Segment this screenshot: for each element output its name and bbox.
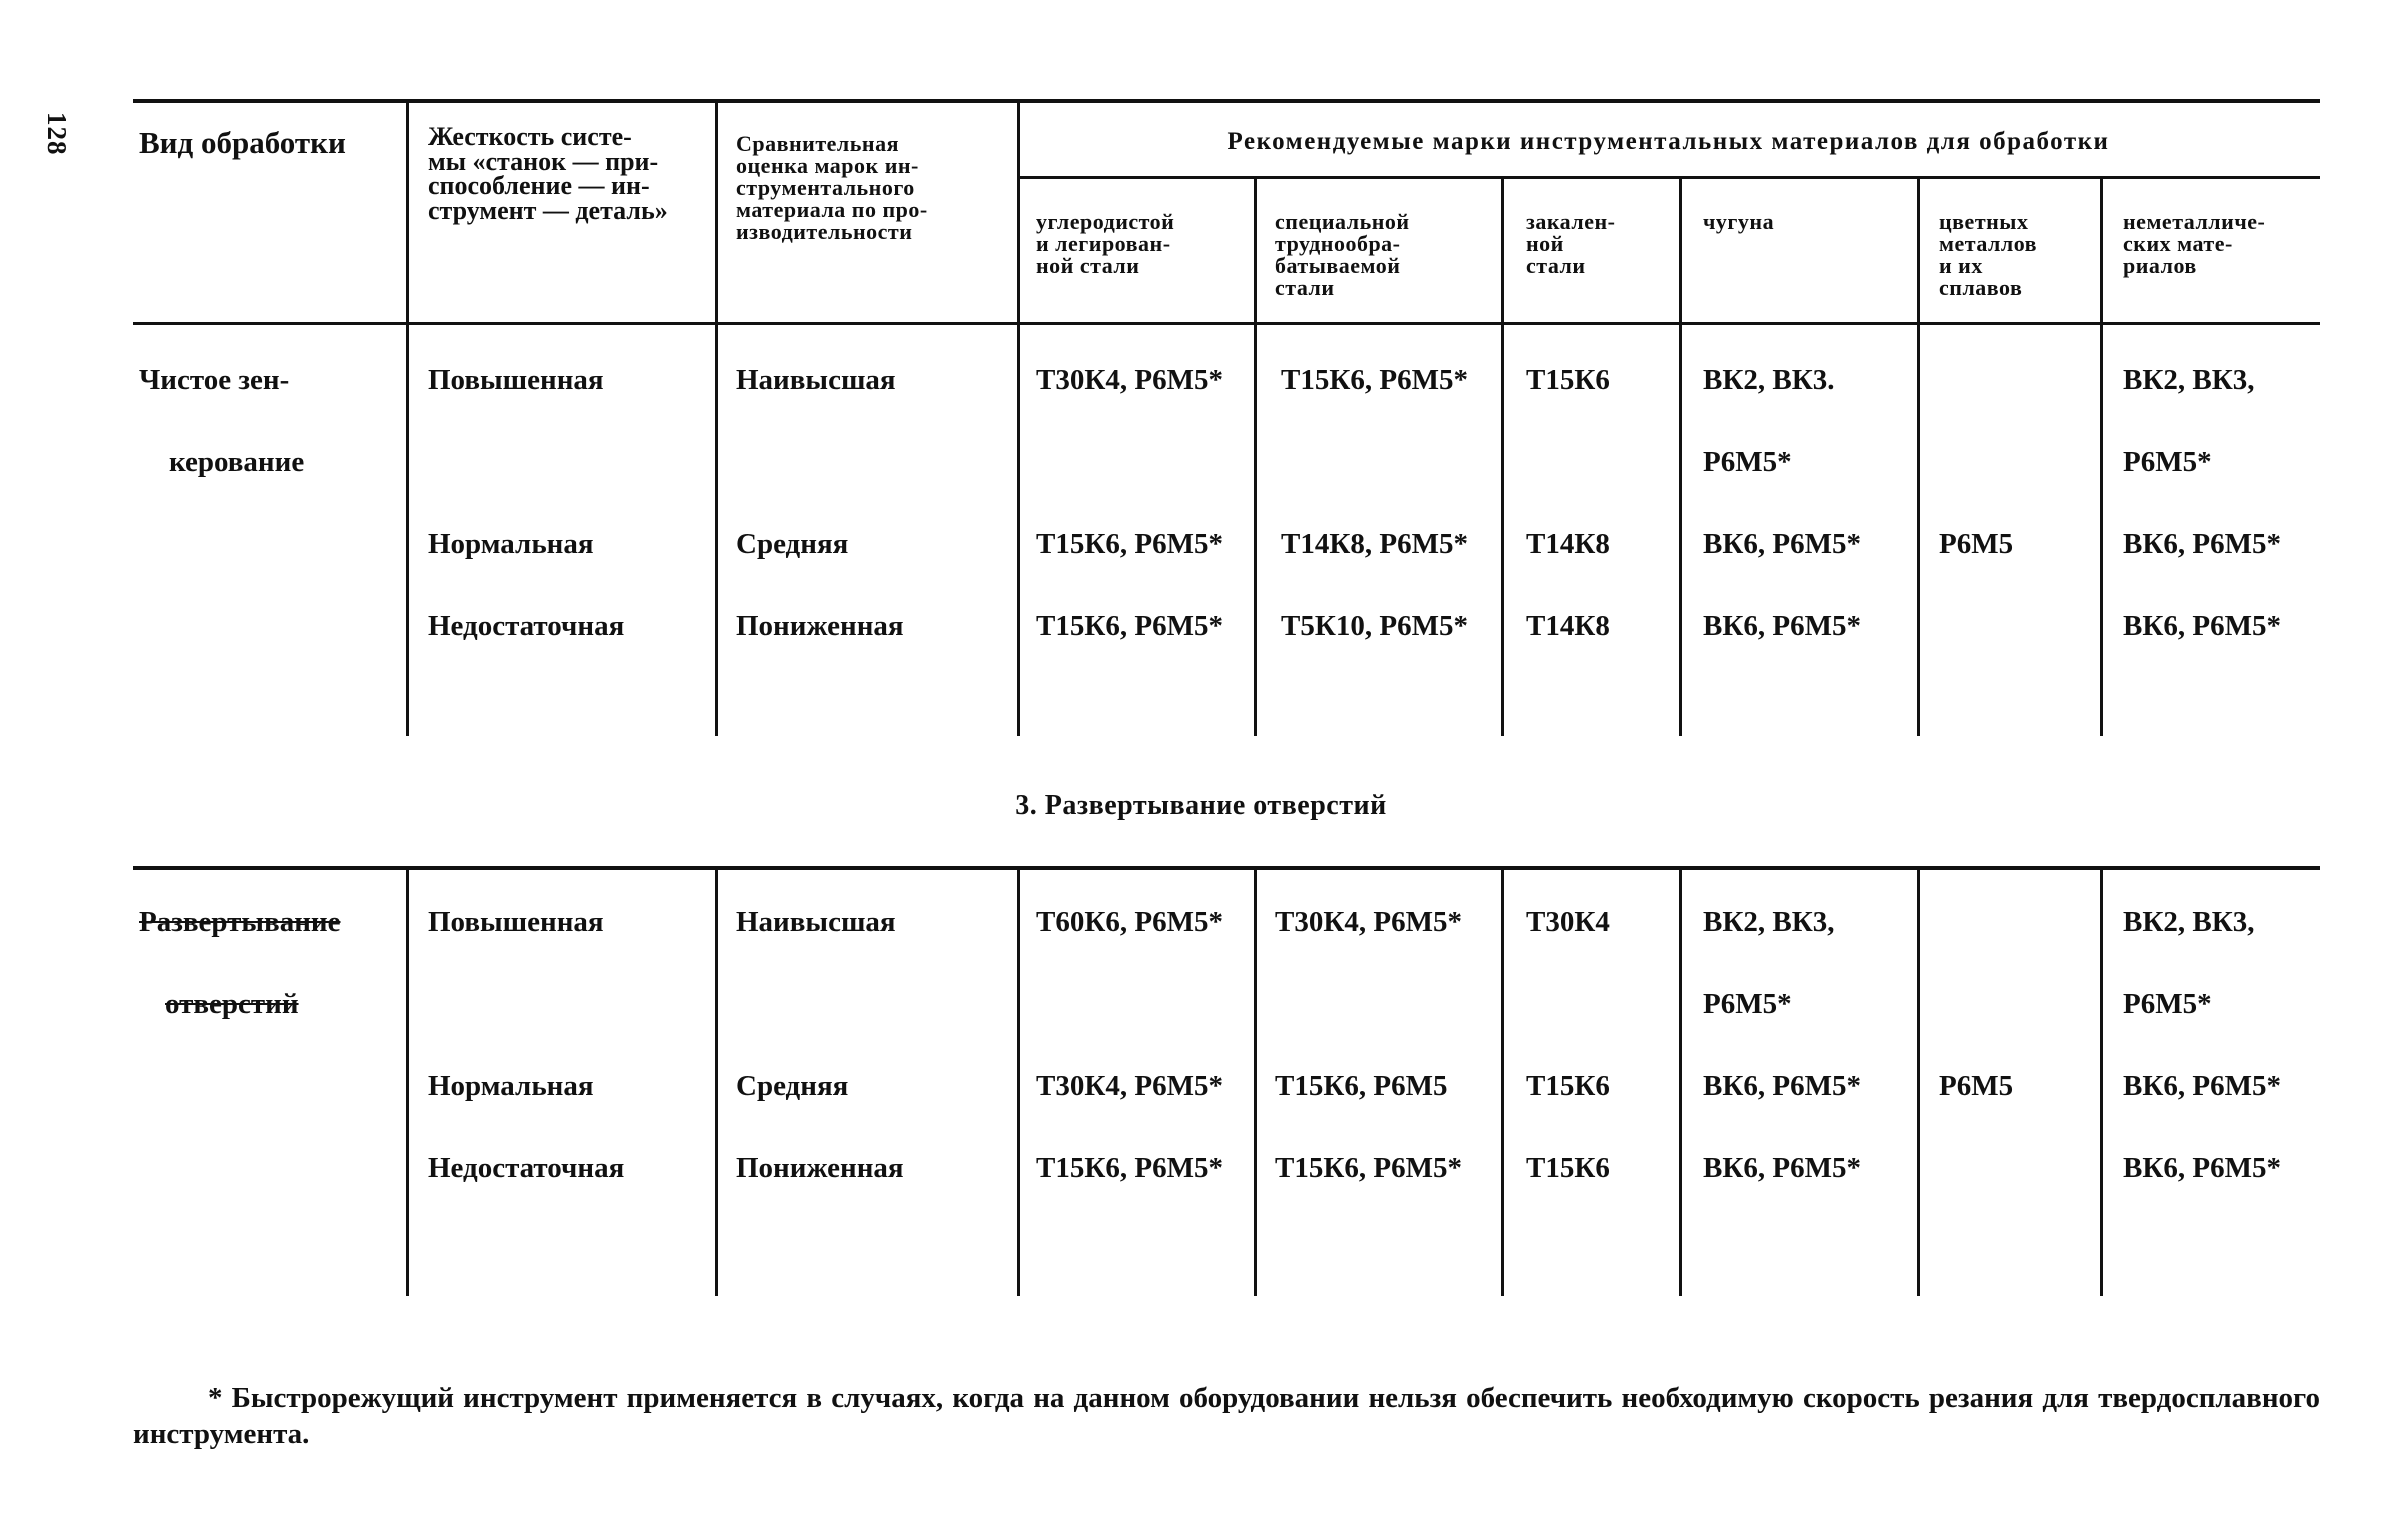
rating-value: Наивысшая	[736, 906, 896, 938]
material-value: Т15К6, Р6М5*	[1036, 1152, 1223, 1184]
page-number: 128	[42, 112, 72, 156]
material-value: Т5К10, Р6М5*	[1281, 610, 1468, 642]
col-divider	[2100, 177, 2103, 736]
header-recommended-span: Рекомендуемые марки инструментальных материалов для обработки	[1227, 128, 2110, 155]
material-value: Т15К6	[1526, 364, 1610, 396]
operation-label: отверстий	[165, 988, 299, 1020]
col-divider	[1679, 177, 1682, 736]
material-value: Т30К4, Р6М5*	[1275, 906, 1462, 938]
material-value: Т15К6	[1526, 1070, 1610, 1102]
material-value: Т15К6	[1526, 1152, 1610, 1184]
table-razvertyvanie	[133, 866, 2320, 1296]
header-special-steel: специальной труднообра- батываемой стали	[1275, 209, 1410, 300]
material-value: ВК6, Р6М5*	[2123, 1070, 2281, 1102]
rigidity-value: Недостаточная	[428, 1152, 625, 1184]
material-value: Т30К4, Р6М5*	[1036, 364, 1223, 396]
material-value: Р6М5*	[2123, 446, 2212, 478]
material-value: ВК6, Р6М5*	[1703, 1152, 1861, 1184]
header-bottom-rule	[133, 322, 2320, 325]
rigidity-value: Повышенная	[428, 364, 604, 396]
col-divider	[2100, 866, 2103, 1296]
col-divider	[1017, 866, 1020, 1296]
material-value: Т14К8	[1526, 610, 1610, 642]
material-value: ВК6, Р6М5*	[2123, 528, 2281, 560]
operation-label: Развертывание	[139, 906, 341, 938]
header-operation: Вид обработки	[139, 125, 346, 160]
rating-value: Пониженная	[736, 1152, 904, 1184]
material-value: Т60К6, Р6М5*	[1036, 906, 1223, 938]
operation-label: керование	[169, 446, 305, 478]
rating-value: Средняя	[736, 528, 849, 560]
col-divider	[715, 99, 718, 736]
header-hardened-steel: закален- ной стали	[1526, 209, 1616, 278]
col-divider	[406, 866, 409, 1296]
material-value: Р6М5*	[2123, 988, 2212, 1020]
rigidity-value: Повышенная	[428, 906, 604, 938]
col-divider	[1017, 99, 1020, 736]
material-value: ВК2, ВК3,	[2123, 906, 2255, 938]
span-header-rule	[1017, 176, 2320, 179]
material-value: ВК6, Р6М5*	[2123, 1152, 2281, 1184]
col-divider	[1501, 177, 1504, 736]
material-value: ВК6, Р6М5*	[2123, 610, 2281, 642]
col-divider	[715, 866, 718, 1296]
rating-value: Наивысшая	[736, 364, 896, 396]
col-divider	[406, 99, 409, 736]
col-divider	[1679, 866, 1682, 1296]
table-top-rule	[133, 99, 2320, 103]
material-value: Р6М5*	[1703, 446, 1792, 478]
rigidity-value: Нормальная	[428, 1070, 594, 1102]
material-value: Т15К6, Р6М5*	[1036, 610, 1223, 642]
section-title: 3. Развертывание отверстий	[1015, 790, 1387, 821]
col-divider	[1917, 866, 1920, 1296]
header-nonferrous: цветных металлов и их сплавов	[1939, 209, 2038, 300]
material-value: ВК6, Р6М5*	[1703, 528, 1861, 560]
table-zenkerovanie	[133, 99, 2320, 736]
header-cast-iron: чугуна	[1703, 209, 1775, 234]
material-value: ВК2, ВК3,	[1703, 906, 1835, 938]
material-value: Т14К8, Р6М5*	[1281, 528, 1468, 560]
header-rating: Сравнительная оценка марок ин- струментального материала по про- изводительности	[736, 131, 928, 244]
header-carbon-steel: углеродистой и легирован- ной стали	[1036, 209, 1175, 278]
material-value: Т15К6, Р6М5*	[1281, 364, 1468, 396]
rigidity-value: Нормальная	[428, 528, 594, 560]
col-divider	[1254, 866, 1257, 1296]
footnote	[133, 1380, 2320, 1453]
material-value: ВК2, ВК3,	[2123, 364, 2255, 396]
col-divider	[1501, 866, 1504, 1296]
footnote-text: * Быстрорежущий инструмент применяется в случаях, когда на данном оборудовании нельзя обеспечить необходимую скорость резания для твердосплавного инструмента.	[133, 1382, 2320, 1451]
material-value: Т30К4, Р6М5*	[1036, 1070, 1223, 1102]
header-rigidity: Жесткость систе- мы «станок — при- способление — ин- струмент — деталь»	[428, 122, 668, 226]
header-nonmetallic: неметалличе- ских мате- риалов	[2123, 209, 2266, 278]
rating-value: Пониженная	[736, 610, 904, 642]
rating-value: Средняя	[736, 1070, 849, 1102]
operation-label: Чистое зен-	[139, 364, 290, 396]
material-value: Т14К8	[1526, 528, 1610, 560]
material-value: ВК6, Р6М5*	[1703, 610, 1861, 642]
material-value: Т15К6, Р6М5*	[1036, 528, 1223, 560]
material-value: Р6М5	[1939, 1070, 2014, 1102]
material-value: ВК6, Р6М5*	[1703, 1070, 1861, 1102]
material-value: Т15К6, Р6М5*	[1275, 1152, 1462, 1184]
material-value: Р6М5*	[1703, 988, 1792, 1020]
col-divider	[1254, 177, 1257, 736]
rigidity-value: Недостаточная	[428, 610, 625, 642]
material-value: Т15К6, Р6М5	[1275, 1070, 1448, 1102]
material-value: ВК2, ВК3.	[1703, 364, 1835, 396]
table-top-rule	[133, 866, 2320, 870]
col-divider	[1917, 177, 1920, 736]
material-value: Т30К4	[1526, 906, 1610, 938]
material-value: Р6М5	[1939, 528, 2014, 560]
